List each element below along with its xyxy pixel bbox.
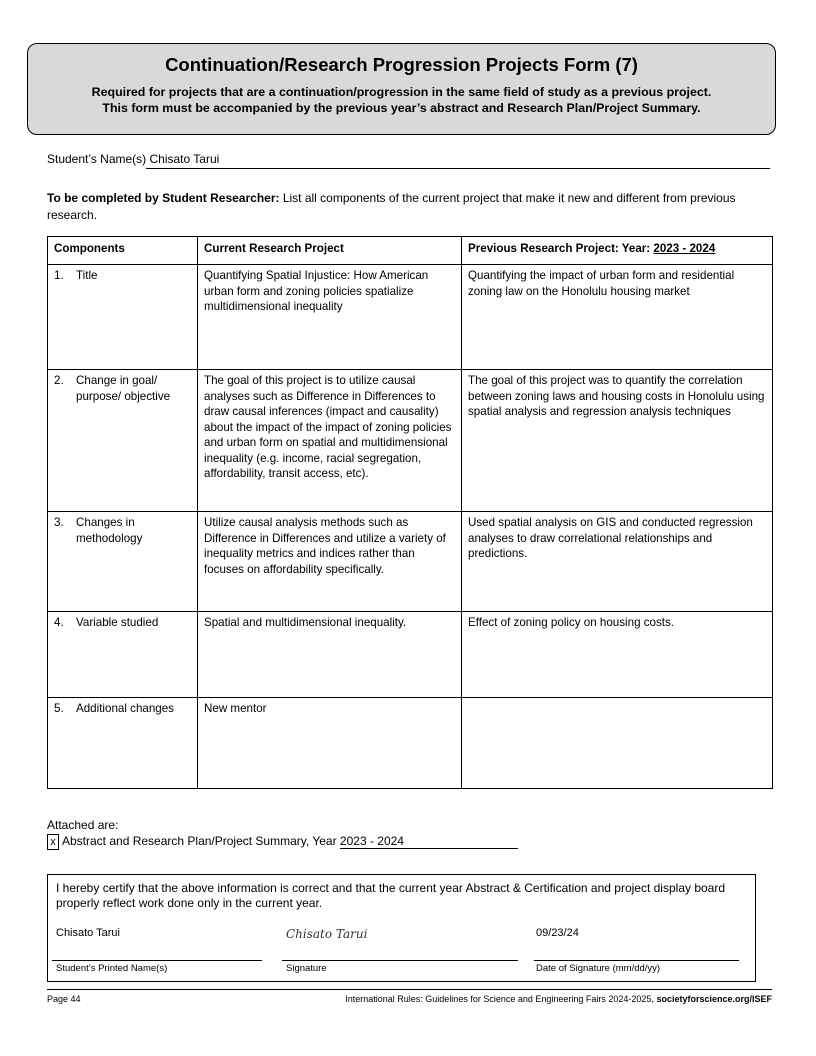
signature-caption: Signature: [286, 963, 327, 974]
current-cell[interactable]: New mentor: [198, 698, 462, 789]
current-cell[interactable]: Utilize causal analysis methods such as Difference in Differences and utilize a variety of inequality metrics and indices rather than focuses on affordability specifically.: [198, 512, 462, 612]
form-title: Continuation/Research Progression Projects Form (7): [165, 54, 638, 75]
footer-citation: International Rules: Guidelines for Science and Engineering Fairs 2024-2025, societyforscience.org/ISEF: [345, 994, 772, 1004]
current-cell[interactable]: The goal of this project is to utilize causal analyses such as Difference in Differences to draw causal inferences (impact and causality) about the impact of the impact of zoning policies and urban form on spatial and multidimensional inequality (e.g. income, racial segregation, affordability, transit access, etc).: [198, 370, 462, 512]
instructions: [47, 190, 772, 224]
printed-name-value[interactable]: Chisato Tarui: [56, 927, 120, 939]
printed-name-caption: Student’s Printed Name(s): [56, 963, 168, 974]
printed-name-line: [52, 960, 262, 961]
page-number: Page 44: [47, 994, 81, 1004]
attached-text: Abstract and Research Plan/Project Summary, Year: [62, 834, 340, 848]
date-caption: Date of Signature (mm/dd/yy): [536, 963, 661, 974]
signature-value[interactable]: Chisato Tarui: [286, 927, 368, 941]
col-components-header: Components: [48, 237, 198, 265]
component-label: Variable studied: [76, 616, 159, 629]
previous-cell[interactable]: Effect of zoning policy on housing costs.: [462, 612, 773, 698]
previous-cell[interactable]: The goal of this project was to quantify the correlation between zoning laws and housing costs in Honolulu using spatial analysis and regression analysis techniques: [462, 370, 773, 512]
table-row: [48, 698, 773, 789]
component-label: Additional changes: [76, 702, 174, 715]
instructions-bold: To be completed by Student Researcher:: [47, 191, 280, 205]
previous-cell[interactable]: Quantifying the impact of urban form and residential zoning law on the Honolulu housing market: [462, 265, 773, 370]
table-row: [48, 265, 773, 370]
component-label: Change in goal/ purpose/ objective: [76, 374, 171, 403]
form-header: [27, 43, 776, 135]
date-line: [534, 960, 739, 961]
component-cell: 2. Change in goal/ purpose/ objective: [48, 370, 198, 512]
component-label: Title: [76, 269, 98, 282]
previous-cell[interactable]: Used spatial analysis on GIS and conducted regression analyses to draw correlational relationships and predictions.: [462, 512, 773, 612]
footer-rule: [47, 989, 772, 990]
previous-cell[interactable]: [462, 698, 773, 789]
certification-box: [47, 874, 756, 982]
component-cell: 1. Title: [48, 265, 198, 370]
instructions-text: List all components of the current project that make it new and different from previous research.: [47, 191, 736, 222]
component-cell: 5. Additional changes: [48, 698, 198, 789]
footer-site: societyforscience.org/ISEF: [656, 994, 772, 1004]
student-name-value[interactable]: Chisato Tarui: [149, 152, 220, 166]
component-cell: 4. Variable studied: [48, 612, 198, 698]
component-label: Changes in methodology: [76, 516, 143, 545]
certification-text: I hereby certify that the above information is correct and that the current year Abstract & Certification and project display board properly reflect work done only in the current year.: [56, 881, 726, 910]
previous-year: 2023 - 2024: [653, 242, 716, 255]
table-row: [48, 370, 773, 512]
attached-checkbox[interactable]: x: [47, 834, 59, 850]
component-cell: 3. Changes in methodology: [48, 512, 198, 612]
table-row: [48, 512, 773, 612]
col-current-header: Current Research Project: [198, 237, 462, 265]
form-subtitle-line-1: Required for projects that are a continuation/progression in the same field of study as a previous project.: [91, 85, 712, 99]
table-header-row: [48, 237, 773, 265]
current-cell[interactable]: Spatial and multidimensional inequality.: [198, 612, 462, 698]
table-row: [48, 612, 773, 698]
signature-line: [282, 960, 518, 961]
form-subtitle-line-2: This form must be accompanied by the previous year’s abstract and Research Plan/Project Summary.: [102, 101, 701, 115]
components-table: [47, 236, 773, 789]
attached-label: Attached are:: [47, 818, 119, 832]
attached-row: [47, 834, 518, 850]
form-subtitle: [28, 84, 775, 116]
student-name-row: [47, 152, 219, 166]
current-cell[interactable]: Quantifying Spatial Injustice: How American urban form and zoning policies spatialize multidimensional inequality: [198, 265, 462, 370]
attached-year[interactable]: 2023 - 2024: [340, 834, 518, 849]
date-value[interactable]: 09/23/24: [536, 927, 579, 939]
student-name-label: Student’s Name(s): [47, 152, 147, 166]
col-previous-header: Previous Research Project: Year: 2023 - 2024: [462, 237, 773, 265]
student-name-underline: [146, 168, 770, 169]
